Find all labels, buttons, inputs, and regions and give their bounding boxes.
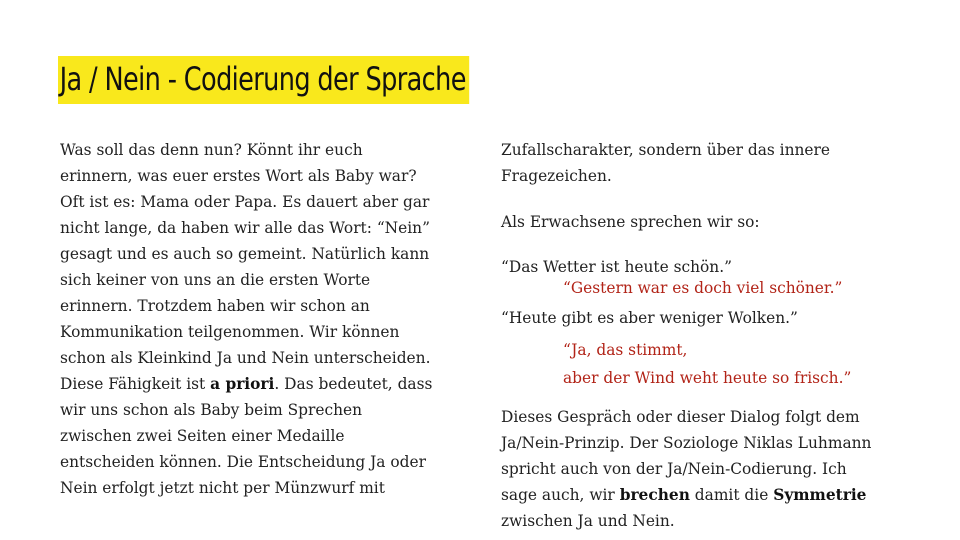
text-line: Oft ist es: Mama oder Papa. Es dauert aber gar bbox=[60, 193, 430, 211]
text-run: . Das bedeutet, dass bbox=[274, 375, 433, 393]
text-line: Fragezeichen. bbox=[501, 167, 612, 185]
bold-term-brechen: brechen bbox=[619, 486, 690, 504]
text-line: nicht lange, da haben wir alle das Wort: “Nein” bbox=[60, 219, 430, 237]
text-line: Ja/Nein-Prinzip. Der Soziologe Niklas Luhmann bbox=[501, 434, 872, 452]
text-line: spricht auch von der Ja/Nein-Codierung. Ich bbox=[501, 460, 847, 478]
text-line: Was soll das denn nun? Könnt ihr euch bbox=[60, 141, 363, 159]
text-line: zwischen zwei Seiten einer Medaille bbox=[60, 427, 345, 445]
slide-title: Ja / Nein - Codierung der Sprache bbox=[58, 56, 469, 104]
text-line: Als Erwachsene sprechen wir so: bbox=[501, 213, 760, 231]
left-column bbox=[60, 137, 460, 501]
text-line bbox=[501, 482, 911, 508]
text-line: erinnern, was euer erstes Wort als Baby war? bbox=[60, 167, 417, 185]
text-run: sage auch, wir bbox=[501, 486, 620, 504]
bold-term-a-priori: a priori bbox=[210, 375, 275, 393]
right-column bbox=[501, 137, 911, 534]
text-line bbox=[60, 371, 460, 397]
text-line: Kommunikation teilgenommen. Wir können bbox=[60, 323, 400, 341]
dialog-quote: “Das Wetter ist heute schön.” bbox=[501, 258, 732, 276]
dialog-quote: “Heute gibt es aber weniger Wolken.” bbox=[501, 309, 798, 327]
text-line: schon als Kleinkind Ja und Nein unterscheiden. bbox=[60, 349, 431, 367]
dialog-reply: “Ja, das stimmt, bbox=[563, 341, 688, 359]
text-run: Diese Fähigkeit ist bbox=[60, 375, 211, 393]
dialog-reply: aber der Wind weht heute so frisch.” bbox=[563, 369, 852, 387]
text-line: zwischen Ja und Nein. bbox=[501, 512, 675, 530]
text-line: Nein erfolgt jetzt nicht per Münzwurf mit bbox=[60, 479, 385, 497]
bold-term-symmetrie: Symmetrie bbox=[773, 486, 867, 504]
text-line: entscheiden können. Die Entscheidung Ja oder bbox=[60, 453, 426, 471]
text-line: erinnern. Trotzdem haben wir schon an bbox=[60, 297, 370, 315]
text-line: wir uns schon als Baby beim Sprechen bbox=[60, 401, 363, 419]
text-line: sich keiner von uns an die ersten Worte bbox=[60, 271, 371, 289]
dialog-reply: “Gestern war es doch viel schöner.” bbox=[563, 279, 843, 297]
text-run: damit die bbox=[689, 486, 774, 504]
text-line: gesagt und es auch so gemeint. Natürlich kann bbox=[60, 245, 430, 263]
text-line: Dieses Gespräch oder dieser Dialog folgt dem bbox=[501, 408, 860, 426]
text-line: Zufallscharakter, sondern über das innere bbox=[501, 141, 830, 159]
